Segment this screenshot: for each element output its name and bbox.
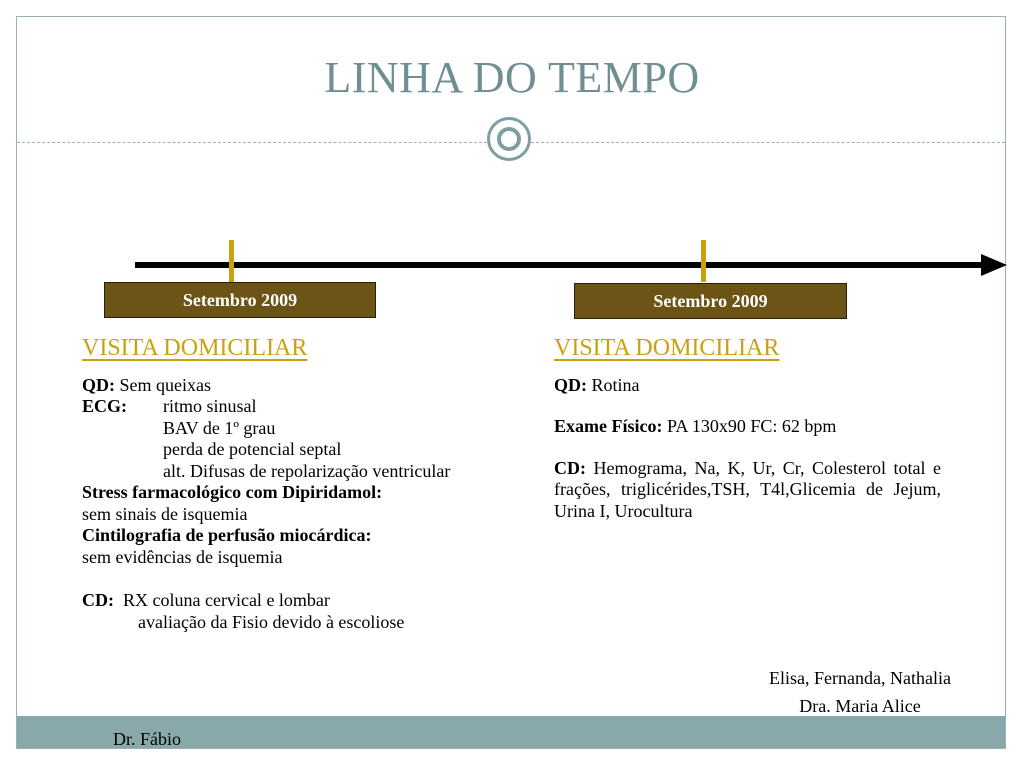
cd-value-right: Hemograma, Na, K, Ur, Cr, Colesterol total e frações, triglicérides,TSH, T4l,Glicemia de Jejum, Urina I, Urocultura — [554, 457, 941, 521]
cd-line-left — [82, 590, 471, 612]
qd-value: Sem queixas — [115, 374, 211, 395]
qd-value: Rotina — [587, 374, 640, 395]
ecg-line — [82, 396, 471, 418]
visit-heading-right: VISITA DOMICILIAR — [554, 335, 780, 361]
exam-value: PA 130x90 FC: 62 bpm — [662, 416, 837, 436]
cintilografia-label: Cintilografia de perfusão miocárdica: — [82, 525, 372, 545]
doctor-name: Dr. Fábio — [113, 729, 182, 749]
ecg-item: ritmo sinusal — [163, 396, 257, 416]
ecg-label: ECG: — [82, 396, 127, 416]
qd-line-right — [554, 375, 941, 397]
stress-label: Stress farmacológico com Dipiridamol: — [82, 482, 383, 502]
cd-line-right — [554, 458, 941, 523]
timeline-arrow-icon — [981, 254, 1007, 276]
visit-column-right — [554, 335, 941, 522]
cd-item: avaliação da Fisio devido à escoliose — [138, 611, 405, 632]
students-names: Elisa, Fernanda, Nathalia — [769, 668, 951, 688]
ecg-item: perda de potencial septal — [163, 439, 342, 459]
slide-title: LINHA DO TEMPO — [324, 53, 700, 102]
visit-heading-left: VISITA DOMICILIAR — [82, 335, 308, 361]
ecg-item: alt. Difusas de repolarização ventricular — [163, 460, 451, 481]
date-box-2: Setembro 2009 — [574, 283, 847, 319]
exam-label: Exame Físico: — [554, 416, 663, 436]
date-box-1: Setembro 2009 — [104, 282, 376, 318]
stress-value: sem sinais de isquemia — [82, 503, 248, 524]
title-divider-left — [17, 142, 487, 143]
qd-line-left — [82, 375, 471, 397]
qd-label: QD: — [554, 374, 587, 395]
title-divider-right — [531, 142, 1005, 143]
timeline-marker-1 — [229, 240, 234, 282]
ornament-ring-inner — [497, 127, 521, 151]
visit-column-left — [82, 335, 471, 633]
credits-block — [730, 664, 990, 720]
timeline-marker-2 — [701, 240, 706, 282]
cd-item: RX coluna cervical e lombar — [123, 590, 330, 610]
ecg-item: BAV de 1º grau — [163, 417, 276, 438]
timeline-line — [135, 262, 983, 268]
ornament-ring-icon — [487, 117, 531, 161]
exam-line — [554, 416, 941, 438]
cd-label-right: CD: — [554, 457, 586, 478]
qd-label: QD: — [82, 374, 115, 395]
cintilografia-value: sem evidências de isquemia — [82, 546, 283, 567]
cd-label-left: CD: — [82, 590, 114, 610]
supervisor-name: Dra. Maria Alice — [799, 696, 921, 716]
